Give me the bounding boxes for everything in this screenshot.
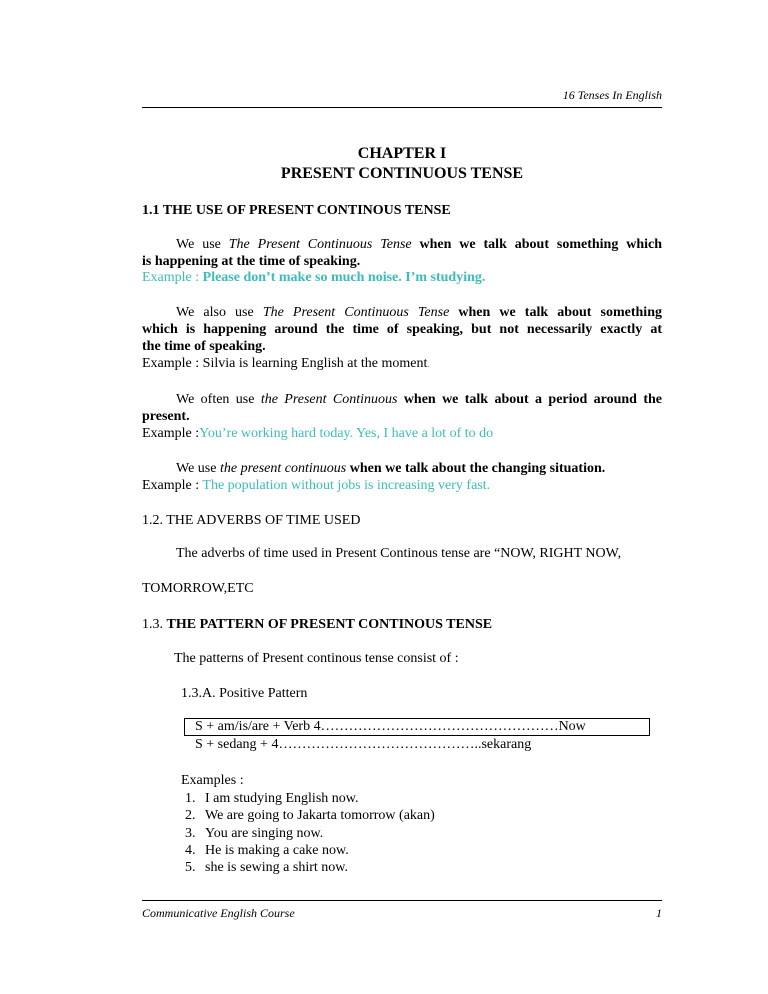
p2-pre: We also use — [176, 305, 263, 320]
list-item — [185, 826, 705, 842]
list-item — [185, 791, 705, 807]
list-item-text: I am studying English now. — [205, 791, 359, 806]
adverbs-line-1: The adverbs of time used in Present Continous tense are “NOW, RIGHT NOW, — [176, 546, 622, 561]
paragraph-1-example — [142, 270, 662, 286]
footer-course-title: Communicative English Course — [142, 906, 295, 920]
paragraph-2-line-1 — [142, 305, 662, 321]
p1-b1: when we talk about something which — [411, 237, 662, 252]
chapter-number: CHAPTER I — [357, 145, 447, 162]
list-item-number: 4. — [185, 843, 196, 858]
p3-ex-text: You’re working hard today. Yes, I have a lot of to do — [199, 426, 494, 441]
p2-ex-label: Example : — [142, 356, 203, 371]
pattern-english: S + am/is/are + Verb 4……………………………………………Now — [195, 719, 586, 734]
p2-em: The Present Continuous Tense — [262, 305, 450, 320]
paragraph-2-line-3: the time of speaking. — [142, 339, 266, 354]
p3-ex-label: Example : — [142, 426, 200, 441]
paragraph-3-example — [142, 426, 662, 442]
p3-b1: when we talk about a period around the — [397, 392, 662, 407]
chapter-title: PRESENT CONTINUOUS TENSE — [280, 165, 524, 182]
list-item-number: 2. — [185, 808, 196, 823]
p4-b1: when we talk about the changing situation. — [346, 461, 606, 476]
p1-pre: We use — [176, 237, 229, 252]
paragraph-3-line-2: present. — [142, 409, 190, 424]
p2-b1: when we talk about something — [449, 305, 662, 320]
paragraph-2-example — [142, 356, 662, 372]
p1-ex-text: Please don’t make so much noise. I’m studying. — [202, 270, 486, 285]
section-1-3-title: THE PATTERN OF PRESENT CONTINOUS TENSE — [166, 617, 493, 632]
pattern-indonesian: S + sedang + 4……………………………………..sekarang — [195, 737, 532, 752]
section-heading-1-1: 1.1 THE USE OF PRESENT CONTINOUS TENSE — [142, 203, 451, 218]
p4-ex-label: Example : — [142, 478, 203, 493]
list-item-text: she is sewing a shirt now. — [205, 860, 348, 875]
p3-em: the Present Continuous — [260, 392, 398, 407]
positive-pattern-heading: 1.3.A. Positive Pattern — [181, 686, 308, 701]
running-header: 16 Tenses In English — [562, 88, 662, 102]
list-item — [185, 860, 705, 876]
list-item — [185, 808, 705, 824]
list-item-number: 5. — [185, 860, 196, 875]
header-rule — [142, 107, 662, 108]
paragraph-1-line-1 — [142, 237, 662, 253]
p4-ex-text: The population without jobs is increasing very fast. — [202, 478, 491, 493]
list-item-number: 3. — [185, 826, 196, 841]
p1-em: The Present Continuous Tense — [228, 237, 412, 252]
list-item-number: 1. — [185, 791, 196, 806]
section-1-3-number: 1.3. — [142, 617, 167, 632]
page-number: 1 — [656, 906, 662, 920]
section-heading-1-2: 1.2. THE ADVERBS OF TIME USED — [142, 513, 361, 528]
footer-rule — [142, 900, 662, 901]
p1-ex-label: Example : — [142, 270, 203, 285]
paragraph-4-line-1 — [176, 461, 696, 477]
paragraph-1-line-2: is happening at the time of speaking. — [142, 254, 361, 269]
examples-label: Examples : — [181, 773, 244, 788]
paragraph-4-example — [142, 478, 662, 494]
patterns-intro: The patterns of Present continous tense consist of : — [174, 651, 459, 666]
p2-ex-text: Silvia is learning English at the moment — [202, 356, 428, 371]
p4-em: the present continuous — [219, 461, 347, 476]
paragraph-2-line-2: which is happening around the time of speaking, but not necessarily exactly at — [142, 322, 662, 337]
adverbs-line-2: TOMORROW,ETC — [142, 581, 254, 596]
section-heading-1-3 — [142, 617, 662, 633]
list-item-text: We are going to Jakarta tomorrow (akan) — [205, 808, 435, 823]
p2-ex-dot: . — [427, 359, 430, 370]
list-item-text: You are singing now. — [205, 826, 324, 841]
paragraph-3-line-1 — [142, 392, 662, 408]
p4-pre: We use — [176, 461, 220, 476]
list-item-text: He is making a cake now. — [205, 843, 349, 858]
p3-pre: We often use — [176, 392, 261, 407]
list-item — [185, 843, 705, 859]
